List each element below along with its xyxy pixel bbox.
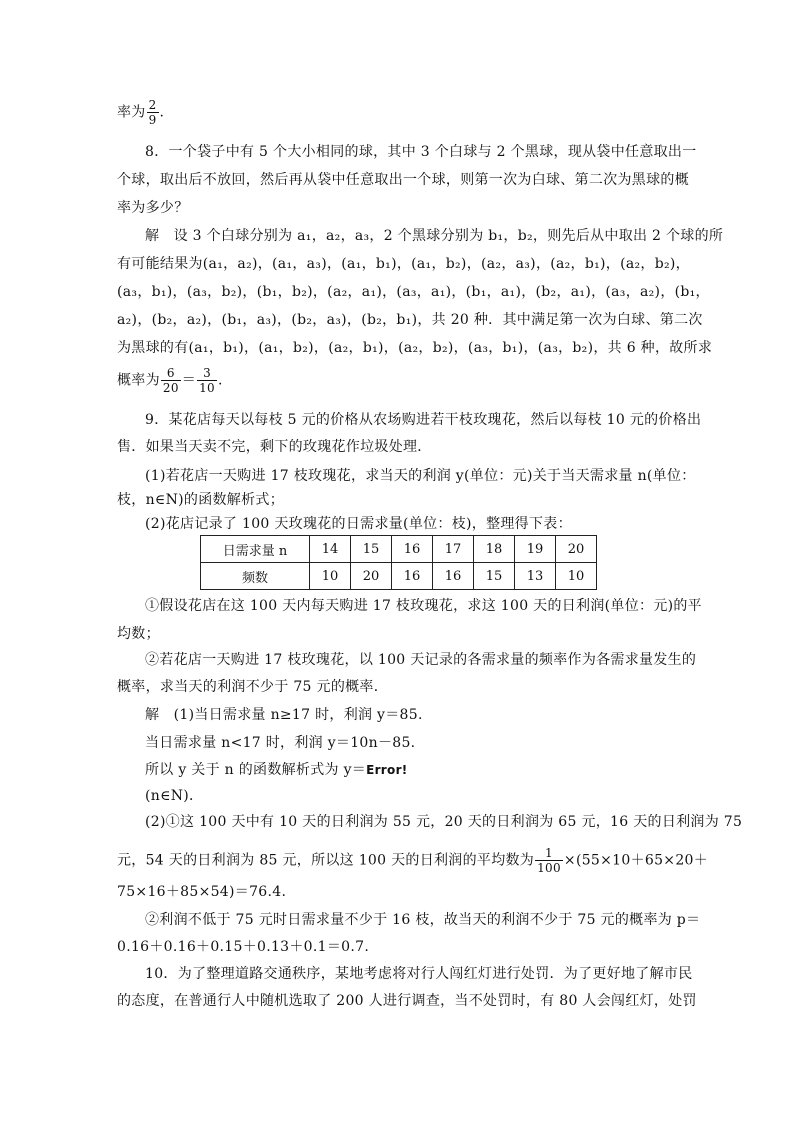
text: .: [217, 372, 223, 389]
q9-line: ②若花店一天购进 17 枝玫瑰花，以 100 天记录的各需求量的频率作为各需求量发生的: [145, 652, 697, 668]
text: 率为: [117, 104, 146, 121]
s8-line: a₂)，(b₂，a₂)，(b₁，a₃)，(b₂，a₃)，(b₂，b₁)，共 20 种．其中满足第一次为白球、第二次: [117, 312, 703, 328]
s8-line: 解 设 3 个白球分别为 a₁，a₂，a₃，2 个黑球分别为 b₁，b₂，则先后从中取出 2 个球的所: [145, 228, 724, 244]
table-cell: 16: [433, 563, 474, 590]
row-header: 日需求量 n: [201, 536, 310, 563]
q10-line: 的态度，在普通行人中随机选取了 200 人进行调查，当不处罚时，有 80 人会闯红灯，处罚: [117, 993, 697, 1009]
table-cell: 20: [556, 536, 597, 563]
q8-line: 率为多少？: [117, 200, 189, 216]
denominator: 9: [148, 113, 157, 127]
text: 所以 y 关于 n 的函数解析式为 y＝: [145, 762, 367, 778]
q9-line: (2)花店记录了 100 天玫瑰花的日需求量(单位：枝)，整理得下表：: [145, 516, 572, 532]
table-cell: 13: [515, 563, 556, 590]
s9-line: 75×16＋85×54)＝76.4.: [117, 884, 287, 900]
text: ＝: [181, 372, 197, 389]
fraction: [161, 366, 181, 395]
q9-line: 概率，求当天的利润不少于 75 元的概率．: [117, 679, 389, 695]
table-cell: 15: [474, 563, 515, 590]
q9-line: 均数；: [117, 626, 160, 642]
text: ×(55×10＋65×20＋: [563, 852, 709, 869]
q8-line: 8．一个袋子中有 5 个大小相同的球，其中 3 个白球与 2 个黑球，现从袋中任意取出一: [145, 144, 697, 160]
fraction: [535, 846, 563, 875]
q8-line: 个球，取出后不放回，然后再从袋中任意取出一个球，则第一次为白球、第二次为黑球的概: [117, 172, 689, 188]
s9-line: [145, 760, 705, 780]
s8-line: (a₃，b₁)，(a₃，b₂)，(b₁，b₂)，(a₂，a₁)，(a₃，a₁)，(b₁，a₁)，(b₂，a₁)，(a₃，a₂)，(b₁，: [117, 284, 710, 300]
s9-line: 当日需求量 n<17 时，利润 y＝10n－85.: [145, 735, 416, 751]
s9-line: [117, 846, 709, 875]
numerator: 2: [148, 98, 157, 112]
s8-line: 为黑球的有(a₁，b₁)，(a₁，b₂)，(a₂，b₁)，(a₂，b₂)，(a₃，b₁)，(a₃，b₂)，共 6 种，故所求: [117, 340, 713, 356]
table-cell: 16: [392, 563, 433, 590]
table-cell: 18: [474, 536, 515, 563]
q10-line: 10．为了整理道路交通秩序，某地考虑将对行人闯红灯进行处罚．为了更好地了解市民: [145, 966, 693, 982]
table-row: [201, 536, 597, 563]
numerator: 3: [197, 366, 217, 381]
q9-line: 9．某花店每天以每枝 5 元的价格从农场购进若干枝玫瑰花，然后以每枝 10 元的价格出: [145, 412, 702, 428]
table-cell: 16: [392, 536, 433, 563]
s9-line: (n∈N)．: [145, 788, 204, 804]
table-cell: 10: [556, 563, 597, 590]
s8-result-line: [117, 366, 677, 395]
numerator: 6: [161, 366, 181, 381]
denominator: 10: [199, 381, 215, 395]
answer-line-7: [117, 98, 677, 127]
denominator: 100: [537, 861, 561, 875]
s8-line: 有可能结果为(a₁，a₂)，(a₁，a₃)，(a₁，b₁)，(a₁，b₂)，(a₂，a₃)，(a₂，b₁)，(a₂，b₂)，: [117, 256, 690, 272]
table-cell: 19: [515, 536, 556, 563]
text: 概率为: [117, 372, 160, 389]
row-header: 频数: [201, 563, 310, 590]
table-cell: 17: [433, 536, 474, 563]
table-cell: 10: [310, 563, 351, 590]
numerator: 1: [535, 846, 563, 861]
denominator: 20: [162, 381, 179, 395]
table-cell: 15: [351, 536, 392, 563]
q9-line: ①假设花店在这 100 天内每天购进 17 枝玫瑰花，求这 100 天的日利润(单位：元)的平: [145, 598, 702, 614]
table-cell: 20: [351, 563, 392, 590]
s9-line: 0.16＋0.16＋0.15＋0.13＋0.1＝0.7.: [117, 939, 370, 955]
s9-line: ②利润不低于 75 元时日需求量不少于 16 枝，故当天的利润不少于 75 元的概率为 p＝: [145, 912, 701, 928]
demand-frequency-table: [200, 535, 597, 590]
s9-line: (2)①这 100 天中有 10 天的日利润为 55 元，20 天的日利润为 65 元，16 天的日利润为 75: [145, 814, 743, 830]
text: 元，54 天的日利润为 85 元，所以这 100 天的日利润的平均数为: [117, 852, 535, 869]
s9-line: 解 (1)当日需求量 n≥17 时，利润 y＝85.: [145, 707, 423, 723]
fraction: [147, 98, 159, 127]
fraction: [197, 366, 217, 395]
table-row: [201, 563, 597, 590]
error-text: Error!: [366, 763, 408, 777]
text: .: [159, 104, 165, 121]
q9-line: 售．如果当天卖不完，剩下的玫瑰花作垃圾处理．: [117, 439, 432, 455]
table-cell: 14: [310, 536, 351, 563]
q9-line: (1)若花店一天购进 17 枝玫瑰花，求当天的利润 y(单位：元)关于当天需求量 n(单位：: [145, 468, 696, 484]
q9-line: 枝，n∈N)的函数解析式；: [117, 492, 284, 508]
